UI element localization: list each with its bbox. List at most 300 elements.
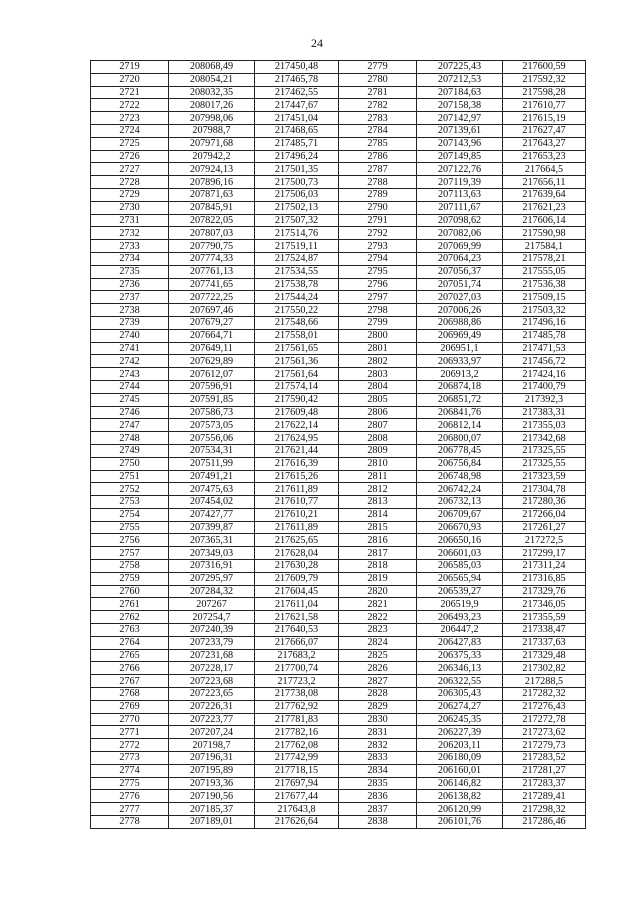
x-coordinate-left-cell: 207240,39 — [169, 624, 255, 637]
point-number-left-cell: 2725 — [91, 137, 169, 150]
point-number-right-cell: 2801 — [339, 342, 417, 355]
x-coordinate-right-cell: 207184,63 — [417, 86, 503, 99]
y-coordinate-right-cell: 217280,36 — [503, 496, 586, 509]
y-coordinate-left-cell: 217561,36 — [255, 355, 339, 368]
y-coordinate-right-cell: 217610,77 — [503, 99, 586, 112]
y-coordinate-right-cell: 217329,76 — [503, 585, 586, 598]
x-coordinate-right-cell: 206969,49 — [417, 329, 503, 342]
point-number-right-cell: 2806 — [339, 406, 417, 419]
y-coordinate-left-cell: 217610,77 — [255, 496, 339, 509]
table-row — [91, 585, 586, 598]
y-coordinate-right-cell: 217329,48 — [503, 649, 586, 662]
x-coordinate-left-cell: 207612,07 — [169, 368, 255, 381]
point-number-right-cell: 2837 — [339, 803, 417, 816]
point-number-left-cell: 2759 — [91, 572, 169, 585]
x-coordinate-left-cell: 207722,25 — [169, 291, 255, 304]
point-number-right-cell: 2833 — [339, 752, 417, 765]
point-number-right-cell: 2817 — [339, 547, 417, 560]
y-coordinate-right-cell: 217272,78 — [503, 713, 586, 726]
x-coordinate-left-cell: 207629,89 — [169, 355, 255, 368]
x-coordinate-right-cell: 206160,01 — [417, 764, 503, 777]
point-number-left-cell: 2745 — [91, 393, 169, 406]
y-coordinate-left-cell: 217628,04 — [255, 547, 339, 560]
y-coordinate-right-cell: 217653,23 — [503, 150, 586, 163]
table-row — [91, 752, 586, 765]
y-coordinate-left-cell: 217718,15 — [255, 764, 339, 777]
point-number-left-cell: 2757 — [91, 547, 169, 560]
x-coordinate-right-cell: 206375,33 — [417, 649, 503, 662]
y-coordinate-right-cell: 217590,98 — [503, 227, 586, 240]
point-number-left-cell: 2720 — [91, 73, 169, 86]
y-coordinate-left-cell: 217507,32 — [255, 214, 339, 227]
y-coordinate-left-cell: 217738,08 — [255, 688, 339, 701]
point-number-right-cell: 2819 — [339, 572, 417, 585]
y-coordinate-left-cell: 217574,14 — [255, 380, 339, 393]
point-number-left-cell: 2739 — [91, 316, 169, 329]
table-row — [91, 201, 586, 214]
point-number-left-cell: 2770 — [91, 713, 169, 726]
point-number-left-cell: 2760 — [91, 585, 169, 598]
table-row — [91, 227, 586, 240]
table-row — [91, 534, 586, 547]
point-number-right-cell: 2786 — [339, 150, 417, 163]
x-coordinate-left-cell: 208068,49 — [169, 61, 255, 74]
point-number-right-cell: 2814 — [339, 508, 417, 521]
point-number-left-cell: 2767 — [91, 675, 169, 688]
table-row — [91, 112, 586, 125]
x-coordinate-left-cell: 207871,63 — [169, 188, 255, 201]
y-coordinate-left-cell: 217550,22 — [255, 304, 339, 317]
x-coordinate-left-cell: 207845,91 — [169, 201, 255, 214]
table-row — [91, 777, 586, 790]
point-number-right-cell: 2821 — [339, 598, 417, 611]
y-coordinate-left-cell: 217548,66 — [255, 316, 339, 329]
point-number-right-cell: 2830 — [339, 713, 417, 726]
table-row — [91, 572, 586, 585]
table-row — [91, 662, 586, 675]
y-coordinate-left-cell: 217447,67 — [255, 99, 339, 112]
y-coordinate-right-cell: 217600,59 — [503, 61, 586, 74]
x-coordinate-right-cell: 207006,26 — [417, 304, 503, 317]
y-coordinate-right-cell: 217456,72 — [503, 355, 586, 368]
y-coordinate-left-cell: 217485,71 — [255, 137, 339, 150]
point-number-right-cell: 2803 — [339, 368, 417, 381]
x-coordinate-right-cell: 207027,03 — [417, 291, 503, 304]
point-number-right-cell: 2807 — [339, 419, 417, 432]
point-number-right-cell: 2825 — [339, 649, 417, 662]
x-coordinate-right-cell: 206227,39 — [417, 726, 503, 739]
y-coordinate-left-cell: 217625,65 — [255, 534, 339, 547]
x-coordinate-right-cell: 206851,72 — [417, 393, 503, 406]
x-coordinate-right-cell: 206519,9 — [417, 598, 503, 611]
x-coordinate-right-cell: 207139,61 — [417, 124, 503, 137]
point-number-left-cell: 2740 — [91, 329, 169, 342]
x-coordinate-right-cell: 206874,18 — [417, 380, 503, 393]
table-row — [91, 444, 586, 457]
y-coordinate-left-cell: 217610,21 — [255, 508, 339, 521]
y-coordinate-left-cell: 217506,03 — [255, 188, 339, 201]
table-row — [91, 739, 586, 752]
table-row — [91, 99, 586, 112]
point-number-left-cell: 2752 — [91, 483, 169, 496]
point-number-left-cell: 2733 — [91, 240, 169, 253]
table-row — [91, 393, 586, 406]
point-number-left-cell: 2734 — [91, 252, 169, 265]
x-coordinate-left-cell: 207534,31 — [169, 444, 255, 457]
point-number-left-cell: 2761 — [91, 598, 169, 611]
point-number-left-cell: 2748 — [91, 432, 169, 445]
y-coordinate-right-cell: 217261,27 — [503, 521, 586, 534]
point-number-left-cell: 2742 — [91, 355, 169, 368]
point-number-right-cell: 2780 — [339, 73, 417, 86]
y-coordinate-left-cell: 217697,94 — [255, 777, 339, 790]
table-row — [91, 649, 586, 662]
x-coordinate-right-cell: 206778,45 — [417, 444, 503, 457]
x-coordinate-left-cell: 207556,06 — [169, 432, 255, 445]
y-coordinate-right-cell: 217346,05 — [503, 598, 586, 611]
y-coordinate-right-cell: 217639,64 — [503, 188, 586, 201]
coordinates-table — [90, 60, 586, 829]
point-number-right-cell: 2796 — [339, 278, 417, 291]
table-row — [91, 61, 586, 74]
point-number-left-cell: 2746 — [91, 406, 169, 419]
x-coordinate-left-cell: 207316,91 — [169, 560, 255, 573]
y-coordinate-left-cell: 217700,74 — [255, 662, 339, 675]
y-coordinate-left-cell: 217615,26 — [255, 470, 339, 483]
x-coordinate-right-cell: 207069,99 — [417, 240, 503, 253]
y-coordinate-left-cell: 217534,55 — [255, 265, 339, 278]
point-number-right-cell: 2784 — [339, 124, 417, 137]
y-coordinate-left-cell: 217630,28 — [255, 560, 339, 573]
x-coordinate-left-cell: 207365,31 — [169, 534, 255, 547]
y-coordinate-left-cell: 217462,55 — [255, 86, 339, 99]
x-coordinate-left-cell: 208032,35 — [169, 86, 255, 99]
y-coordinate-right-cell: 217325,55 — [503, 457, 586, 470]
table-row — [91, 278, 586, 291]
point-number-left-cell: 2722 — [91, 99, 169, 112]
y-coordinate-right-cell: 217281,27 — [503, 764, 586, 777]
y-coordinate-right-cell: 217664,5 — [503, 163, 586, 176]
x-coordinate-right-cell: 206650,16 — [417, 534, 503, 547]
x-coordinate-right-cell: 206601,03 — [417, 547, 503, 560]
point-number-right-cell: 2838 — [339, 816, 417, 829]
y-coordinate-left-cell: 217723,2 — [255, 675, 339, 688]
y-coordinate-left-cell: 217544,24 — [255, 291, 339, 304]
y-coordinate-left-cell: 217762,92 — [255, 700, 339, 713]
x-coordinate-left-cell: 207427,77 — [169, 508, 255, 521]
point-number-left-cell: 2719 — [91, 61, 169, 74]
point-number-right-cell: 2826 — [339, 662, 417, 675]
point-number-left-cell: 2778 — [91, 816, 169, 829]
x-coordinate-right-cell: 207051,74 — [417, 278, 503, 291]
x-coordinate-left-cell: 207228,17 — [169, 662, 255, 675]
x-coordinate-left-cell: 207226,31 — [169, 700, 255, 713]
point-number-right-cell: 2795 — [339, 265, 417, 278]
point-number-left-cell: 2772 — [91, 739, 169, 752]
table-row — [91, 355, 586, 368]
y-coordinate-left-cell: 217501,35 — [255, 163, 339, 176]
point-number-left-cell: 2735 — [91, 265, 169, 278]
point-number-right-cell: 2816 — [339, 534, 417, 547]
x-coordinate-left-cell: 207254,7 — [169, 611, 255, 624]
point-number-left-cell: 2754 — [91, 508, 169, 521]
y-coordinate-left-cell: 217616,39 — [255, 457, 339, 470]
y-coordinate-right-cell: 217304,78 — [503, 483, 586, 496]
y-coordinate-left-cell: 217561,65 — [255, 342, 339, 355]
x-coordinate-right-cell: 207056,37 — [417, 265, 503, 278]
x-coordinate-right-cell: 206120,99 — [417, 803, 503, 816]
x-coordinate-right-cell: 206245,35 — [417, 713, 503, 726]
table-row — [91, 214, 586, 227]
coordinates-table-body — [91, 61, 586, 829]
y-coordinate-right-cell: 217316,85 — [503, 572, 586, 585]
point-number-left-cell: 2730 — [91, 201, 169, 214]
y-coordinate-left-cell: 217611,89 — [255, 483, 339, 496]
point-number-right-cell: 2829 — [339, 700, 417, 713]
x-coordinate-left-cell: 207924,13 — [169, 163, 255, 176]
point-number-right-cell: 2798 — [339, 304, 417, 317]
x-coordinate-left-cell: 207596,91 — [169, 380, 255, 393]
point-number-right-cell: 2823 — [339, 624, 417, 637]
y-coordinate-right-cell: 217621,23 — [503, 201, 586, 214]
x-coordinate-right-cell: 206447,2 — [417, 624, 503, 637]
x-coordinate-left-cell: 207591,85 — [169, 393, 255, 406]
table-row — [91, 406, 586, 419]
page-number: 24 — [311, 36, 323, 50]
x-coordinate-left-cell: 207284,32 — [169, 585, 255, 598]
x-coordinate-right-cell: 206709,67 — [417, 508, 503, 521]
point-number-right-cell: 2824 — [339, 636, 417, 649]
x-coordinate-left-cell: 207511,99 — [169, 457, 255, 470]
x-coordinate-right-cell: 206670,93 — [417, 521, 503, 534]
x-coordinate-left-cell: 207233,79 — [169, 636, 255, 649]
point-number-left-cell: 2762 — [91, 611, 169, 624]
y-coordinate-right-cell: 217337,63 — [503, 636, 586, 649]
x-coordinate-right-cell: 206841,76 — [417, 406, 503, 419]
x-coordinate-right-cell: 206427,83 — [417, 636, 503, 649]
point-number-right-cell: 2804 — [339, 380, 417, 393]
point-number-left-cell: 2771 — [91, 726, 169, 739]
y-coordinate-left-cell: 217590,42 — [255, 393, 339, 406]
point-number-left-cell: 2727 — [91, 163, 169, 176]
x-coordinate-right-cell: 206203,11 — [417, 739, 503, 752]
y-coordinate-left-cell: 217683,2 — [255, 649, 339, 662]
point-number-right-cell: 2820 — [339, 585, 417, 598]
y-coordinate-right-cell: 217283,52 — [503, 752, 586, 765]
y-coordinate-left-cell: 217558,01 — [255, 329, 339, 342]
y-coordinate-left-cell: 217624,95 — [255, 432, 339, 445]
point-number-left-cell: 2726 — [91, 150, 169, 163]
y-coordinate-right-cell: 217509,15 — [503, 291, 586, 304]
point-number-right-cell: 2787 — [339, 163, 417, 176]
y-coordinate-right-cell: 217276,43 — [503, 700, 586, 713]
table-row — [91, 764, 586, 777]
y-coordinate-left-cell: 217611,04 — [255, 598, 339, 611]
table-row — [91, 521, 586, 534]
y-coordinate-left-cell: 217514,76 — [255, 227, 339, 240]
point-number-left-cell: 2755 — [91, 521, 169, 534]
x-coordinate-right-cell: 206180,09 — [417, 752, 503, 765]
y-coordinate-right-cell: 217266,04 — [503, 508, 586, 521]
point-number-left-cell: 2753 — [91, 496, 169, 509]
point-number-right-cell: 2835 — [339, 777, 417, 790]
point-number-left-cell: 2721 — [91, 86, 169, 99]
table-row — [91, 150, 586, 163]
table-row — [91, 176, 586, 189]
table-row — [91, 560, 586, 573]
point-number-left-cell: 2724 — [91, 124, 169, 137]
y-coordinate-right-cell: 217536,38 — [503, 278, 586, 291]
table-row — [91, 688, 586, 701]
y-coordinate-left-cell: 217781,83 — [255, 713, 339, 726]
x-coordinate-right-cell: 206988,86 — [417, 316, 503, 329]
x-coordinate-left-cell: 207295,97 — [169, 572, 255, 585]
y-coordinate-right-cell: 217279,73 — [503, 739, 586, 752]
y-coordinate-right-cell: 217272,5 — [503, 534, 586, 547]
point-number-left-cell: 2750 — [91, 457, 169, 470]
y-coordinate-left-cell: 217538,78 — [255, 278, 339, 291]
x-coordinate-left-cell: 208054,21 — [169, 73, 255, 86]
y-coordinate-right-cell: 217643,27 — [503, 137, 586, 150]
point-number-left-cell: 2741 — [91, 342, 169, 355]
y-coordinate-right-cell: 217584,1 — [503, 240, 586, 253]
point-number-left-cell: 2774 — [91, 764, 169, 777]
table-row — [91, 547, 586, 560]
table-row — [91, 598, 586, 611]
x-coordinate-right-cell: 206732,13 — [417, 496, 503, 509]
point-number-right-cell: 2827 — [339, 675, 417, 688]
y-coordinate-left-cell: 217496,24 — [255, 150, 339, 163]
y-coordinate-left-cell: 217640,53 — [255, 624, 339, 637]
x-coordinate-left-cell: 207679,27 — [169, 316, 255, 329]
x-coordinate-left-cell: 207223,65 — [169, 688, 255, 701]
table-row — [91, 316, 586, 329]
point-number-left-cell: 2744 — [91, 380, 169, 393]
point-number-right-cell: 2810 — [339, 457, 417, 470]
x-coordinate-left-cell: 208017,26 — [169, 99, 255, 112]
x-coordinate-left-cell: 207196,31 — [169, 752, 255, 765]
point-number-right-cell: 2802 — [339, 355, 417, 368]
y-coordinate-right-cell: 217424,16 — [503, 368, 586, 381]
y-coordinate-right-cell: 217598,28 — [503, 86, 586, 99]
x-coordinate-right-cell: 206812,14 — [417, 419, 503, 432]
x-coordinate-left-cell: 207971,68 — [169, 137, 255, 150]
x-coordinate-left-cell: 207195,89 — [169, 764, 255, 777]
x-coordinate-right-cell: 206146,82 — [417, 777, 503, 790]
point-number-left-cell: 2756 — [91, 534, 169, 547]
point-number-right-cell: 2797 — [339, 291, 417, 304]
table-row — [91, 803, 586, 816]
point-number-left-cell: 2765 — [91, 649, 169, 662]
x-coordinate-left-cell: 207573,05 — [169, 419, 255, 432]
x-coordinate-right-cell: 207119,39 — [417, 176, 503, 189]
x-coordinate-left-cell: 207193,36 — [169, 777, 255, 790]
table-row — [91, 624, 586, 637]
x-coordinate-left-cell: 207942,2 — [169, 150, 255, 163]
y-coordinate-right-cell: 217273,62 — [503, 726, 586, 739]
y-coordinate-left-cell: 217611,89 — [255, 521, 339, 534]
table-row — [91, 163, 586, 176]
y-coordinate-left-cell: 217643,8 — [255, 803, 339, 816]
x-coordinate-right-cell: 206346,13 — [417, 662, 503, 675]
point-number-right-cell: 2815 — [339, 521, 417, 534]
point-number-right-cell: 2781 — [339, 86, 417, 99]
table-row — [91, 790, 586, 803]
table-row — [91, 611, 586, 624]
point-number-right-cell: 2811 — [339, 470, 417, 483]
y-coordinate-right-cell: 217496,16 — [503, 316, 586, 329]
point-number-left-cell: 2769 — [91, 700, 169, 713]
x-coordinate-right-cell: 207064,23 — [417, 252, 503, 265]
point-number-left-cell: 2777 — [91, 803, 169, 816]
point-number-left-cell: 2732 — [91, 227, 169, 240]
point-number-right-cell: 2836 — [339, 790, 417, 803]
x-coordinate-right-cell: 207158,38 — [417, 99, 503, 112]
point-number-left-cell: 2764 — [91, 636, 169, 649]
x-coordinate-right-cell: 206756,84 — [417, 457, 503, 470]
y-coordinate-right-cell: 217282,32 — [503, 688, 586, 701]
y-coordinate-right-cell: 217656,11 — [503, 176, 586, 189]
x-coordinate-left-cell: 207807,03 — [169, 227, 255, 240]
point-number-left-cell: 2763 — [91, 624, 169, 637]
table-row — [91, 470, 586, 483]
y-coordinate-left-cell: 217465,78 — [255, 73, 339, 86]
y-coordinate-right-cell: 217299,17 — [503, 547, 586, 560]
table-row — [91, 86, 586, 99]
y-coordinate-left-cell: 217519,11 — [255, 240, 339, 253]
x-coordinate-right-cell: 207082,06 — [417, 227, 503, 240]
point-number-left-cell: 2751 — [91, 470, 169, 483]
x-coordinate-right-cell: 207098,62 — [417, 214, 503, 227]
point-number-right-cell: 2790 — [339, 201, 417, 214]
table-row — [91, 700, 586, 713]
point-number-left-cell: 2738 — [91, 304, 169, 317]
x-coordinate-left-cell: 207761,13 — [169, 265, 255, 278]
x-coordinate-right-cell: 206138,82 — [417, 790, 503, 803]
point-number-left-cell: 2766 — [91, 662, 169, 675]
point-number-left-cell: 2743 — [91, 368, 169, 381]
table-row — [91, 713, 586, 726]
point-number-left-cell: 2773 — [91, 752, 169, 765]
x-coordinate-left-cell: 207586,73 — [169, 406, 255, 419]
point-number-left-cell: 2736 — [91, 278, 169, 291]
x-coordinate-right-cell: 207225,43 — [417, 61, 503, 74]
x-coordinate-right-cell: 206913,2 — [417, 368, 503, 381]
x-coordinate-right-cell: 206742,24 — [417, 483, 503, 496]
table-row — [91, 483, 586, 496]
point-number-right-cell: 2785 — [339, 137, 417, 150]
x-coordinate-left-cell: 207649,11 — [169, 342, 255, 355]
point-number-right-cell: 2783 — [339, 112, 417, 125]
table-row — [91, 432, 586, 445]
y-coordinate-right-cell: 217355,03 — [503, 419, 586, 432]
point-number-right-cell: 2792 — [339, 227, 417, 240]
table-row — [91, 342, 586, 355]
y-coordinate-right-cell: 217311,24 — [503, 560, 586, 573]
table-row — [91, 73, 586, 86]
x-coordinate-right-cell: 207149,85 — [417, 150, 503, 163]
point-number-right-cell: 2782 — [339, 99, 417, 112]
x-coordinate-right-cell: 206101,76 — [417, 816, 503, 829]
y-coordinate-left-cell: 217622,14 — [255, 419, 339, 432]
x-coordinate-left-cell: 207697,46 — [169, 304, 255, 317]
point-number-left-cell: 2758 — [91, 560, 169, 573]
point-number-left-cell: 2729 — [91, 188, 169, 201]
point-number-right-cell: 2799 — [339, 316, 417, 329]
x-coordinate-left-cell: 207998,06 — [169, 112, 255, 125]
y-coordinate-left-cell: 217782,16 — [255, 726, 339, 739]
point-number-right-cell: 2832 — [339, 739, 417, 752]
